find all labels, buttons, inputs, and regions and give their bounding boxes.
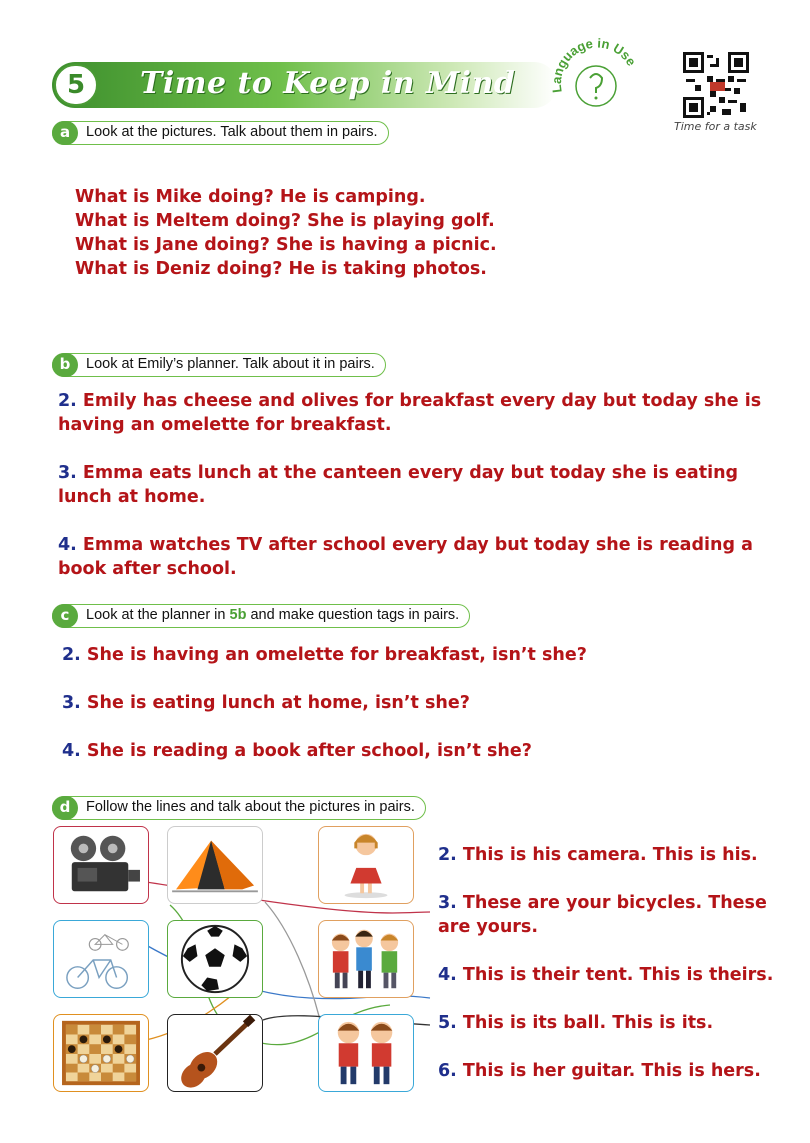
section-b-instruction	[52, 353, 386, 377]
item-number: 2.	[62, 645, 81, 665]
answer-text: This is its ball. This is its.	[462, 1013, 714, 1033]
children-icon	[319, 921, 413, 997]
answer-line: What is Deniz doing? He is taking photos.	[75, 259, 487, 279]
answer-text: Emily has cheese and olives for breakfast every day but today she is having an omelette for breakfast.	[58, 391, 762, 435]
answer-line: What is Meltem doing? She is playing golf.	[75, 211, 495, 231]
ball-picture	[167, 920, 263, 998]
item-number: 2.	[438, 845, 457, 865]
section-c-answer	[62, 691, 470, 715]
answer-line: What is Mike doing? He is camping.	[75, 187, 426, 207]
bicycles-picture	[53, 920, 149, 998]
answer-text: This is their tent. This is theirs.	[462, 965, 774, 985]
item-number: 5.	[438, 1013, 457, 1033]
language-in-use-badge	[552, 36, 640, 124]
tent-icon	[168, 827, 262, 903]
answer-text: This is her guitar. This is hers.	[462, 1061, 761, 1081]
checkers-board-icon	[54, 1015, 148, 1091]
bicycle-icon	[54, 921, 148, 997]
item-number: 4.	[58, 535, 77, 555]
section-d-answer	[438, 1059, 803, 1083]
soccer-ball-icon	[168, 921, 262, 997]
section-b-badge: b	[52, 353, 78, 377]
section-b-text: Look at Emily’s planner. Talk about it in pairs.	[86, 356, 375, 372]
section-a-instruction	[52, 121, 389, 145]
guitar-icon	[168, 1015, 262, 1091]
section-c-answer	[62, 643, 587, 667]
item-number: 3.	[62, 693, 81, 713]
section-b-answer	[58, 461, 773, 509]
camera-picture	[53, 826, 149, 904]
section-c-answer	[62, 739, 532, 763]
section-d-answer	[438, 891, 803, 939]
item-number: 4.	[62, 741, 81, 761]
section-c-text-end: and make question tags in pairs.	[246, 607, 460, 623]
section-a-text: Look at the pictures. Talk about them in pairs.	[86, 124, 378, 140]
item-number: 3.	[58, 463, 77, 483]
qr-code[interactable]	[683, 52, 749, 118]
section-d-answer	[438, 963, 803, 987]
qr-caption: Time for a task	[674, 120, 757, 133]
two-boys-picture	[318, 1014, 414, 1092]
language-in-use-text: guage in Use	[553, 36, 640, 71]
answer-text: She is reading a book after school, isn’t she?	[86, 741, 532, 761]
section-d-answer	[438, 843, 803, 867]
answer-line: What is Jane doing? She is having a picnic.	[75, 235, 497, 255]
answer-text: Emma eats lunch at the canteen every day but today she is eating lunch at home.	[58, 463, 739, 507]
two-boys-icon	[319, 1015, 413, 1091]
page-title: Time to Keep in Mind	[140, 66, 516, 101]
answer-text: This is his camera. This is his.	[462, 845, 758, 865]
section-d-instruction	[52, 796, 426, 820]
section-d-answer	[438, 1011, 803, 1035]
unit-number: 5	[54, 64, 98, 106]
section-a-answers	[75, 185, 497, 281]
girl-icon	[319, 827, 413, 903]
answer-text: These are your bicycles. These are yours.	[438, 893, 767, 937]
item-number: 3.	[438, 893, 457, 913]
section-d-text: Follow the lines and talk about the pictures in pairs.	[86, 799, 415, 815]
checkers-picture	[53, 1014, 149, 1092]
answer-text: Emma watches TV after school every day but today she is reading a book after school.	[58, 535, 753, 579]
item-number: 6.	[438, 1061, 457, 1081]
camera-icon	[54, 827, 148, 903]
answer-text: She is having an omelette for breakfast, isn’t she?	[86, 645, 587, 665]
children-group-picture	[318, 920, 414, 998]
section-b-answer	[58, 389, 773, 437]
section-c-text: Look at the planner in	[86, 607, 230, 623]
section-a-badge: a	[52, 121, 78, 145]
section-d-badge: d	[52, 796, 78, 820]
section-c-badge: c	[52, 604, 78, 628]
svg-text:Language in Use	[552, 36, 639, 94]
item-number: 2.	[58, 391, 77, 411]
section-b-answer	[58, 533, 773, 581]
guitar-picture	[167, 1014, 263, 1092]
girl-picture	[318, 826, 414, 904]
answer-text: She is eating lunch at home, isn’t she?	[86, 693, 470, 713]
tent-picture	[167, 826, 263, 904]
section-c-instruction	[52, 604, 470, 628]
section-c-reference: 5b	[229, 607, 247, 623]
item-number: 4.	[438, 965, 457, 985]
